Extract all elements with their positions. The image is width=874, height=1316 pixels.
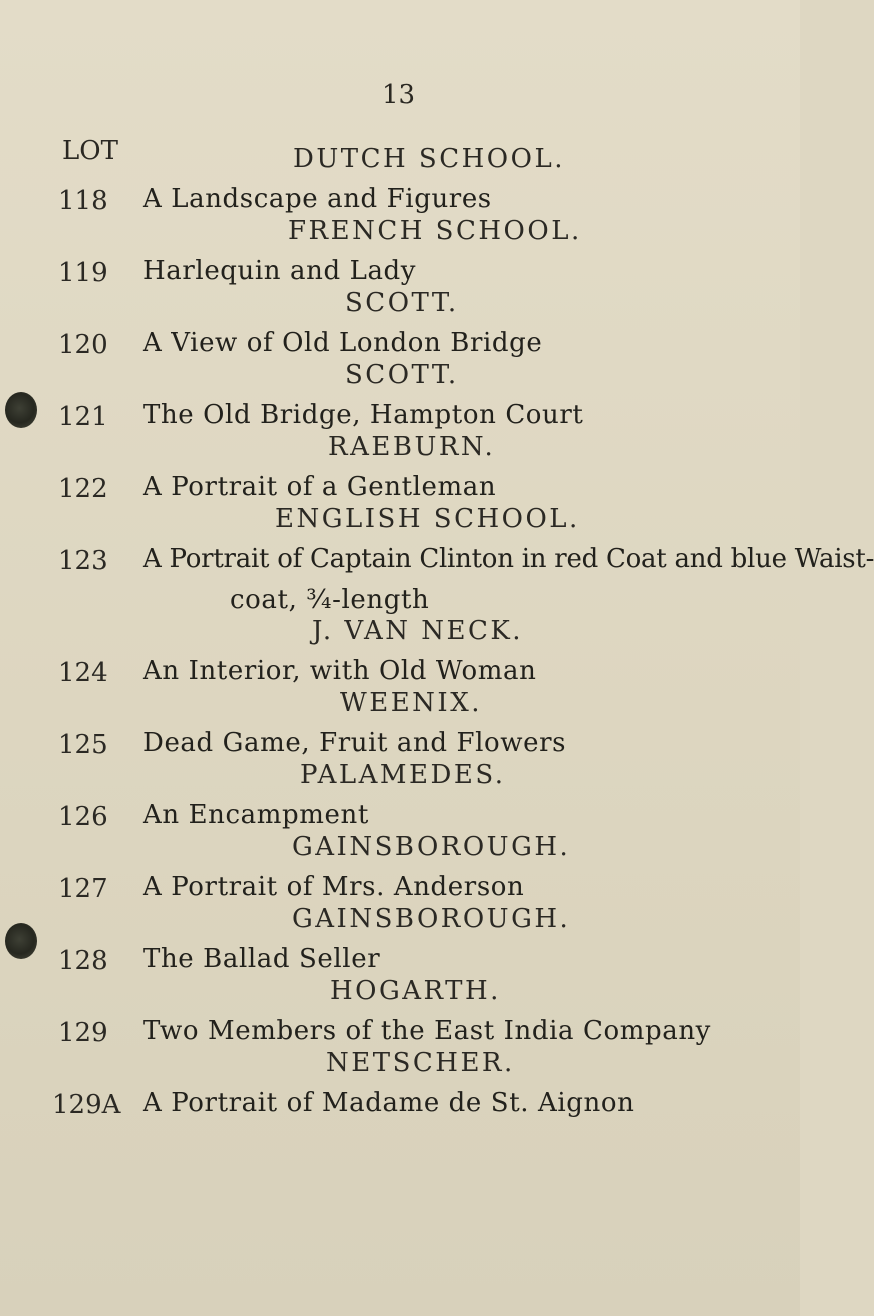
lot-title: A View of Old London Bridge	[143, 328, 543, 358]
artist-heading: RAEBURN.	[328, 432, 496, 462]
lot-title: An Interior, with Old Woman	[143, 656, 537, 686]
lot-title: Two Members of the East India Company	[143, 1016, 711, 1046]
artist-heading: J. VAN NECK.	[312, 616, 524, 646]
lot-title: Harlequin and Lady	[143, 256, 417, 286]
lot-number: 120	[58, 330, 108, 360]
lot-number: 125	[58, 730, 108, 760]
artist-heading: GAINSBOROUGH.	[292, 832, 571, 862]
artist-heading: ENGLISH SCHOOL.	[275, 504, 580, 534]
lot-number: 119	[58, 258, 108, 288]
lot-number: 121	[58, 402, 108, 432]
lot-number: 118	[58, 186, 108, 216]
artist-heading: HOGARTH.	[330, 976, 501, 1006]
artist-heading: GAINSBOROUGH.	[292, 904, 571, 934]
lot-title: A Portrait of Mrs. Anderson	[143, 872, 525, 902]
lot-number: 124	[58, 658, 108, 688]
artist-heading: NETSCHER.	[326, 1048, 515, 1078]
artist-heading: DUTCH SCHOOL.	[293, 144, 565, 174]
lot-number: 127	[58, 874, 108, 904]
lot-title: A Landscape and Figures	[143, 184, 492, 214]
artist-heading: WEENIX.	[340, 688, 482, 718]
artist-heading: PALAMEDES.	[300, 760, 506, 790]
artist-heading: SCOTT.	[345, 288, 459, 318]
binding-hole	[5, 923, 37, 959]
lot-title: An Encampment	[143, 800, 369, 830]
lot-number: 123	[58, 546, 108, 576]
lot-title: A Portrait of a Gentleman	[143, 472, 497, 502]
lot-title: The Ballad Seller	[143, 944, 381, 974]
artist-heading: SCOTT.	[345, 360, 459, 390]
lot-title: The Old Bridge, Hampton Court	[143, 400, 584, 430]
lot-title: A Portrait of Madame de St. Aignon	[143, 1088, 635, 1118]
lot-title: Dead Game, Fruit and Flowers	[143, 728, 567, 758]
artist-heading: FRENCH SCHOOL.	[288, 216, 582, 246]
page-number: 13	[382, 80, 416, 110]
binding-hole	[5, 392, 37, 428]
lot-number: 128	[58, 946, 108, 976]
lot-number: 129	[58, 1018, 108, 1048]
lot-title: A Portrait of Captain Clinton in red Coat and blue Waist-	[143, 544, 874, 574]
lot-title-continuation: coat, ¾-length	[230, 585, 430, 615]
lot-number: 129A	[52, 1090, 121, 1120]
lot-number: 126	[58, 802, 108, 832]
lot-number: 122	[58, 474, 108, 504]
lot-column-heading: LOT	[62, 136, 118, 166]
